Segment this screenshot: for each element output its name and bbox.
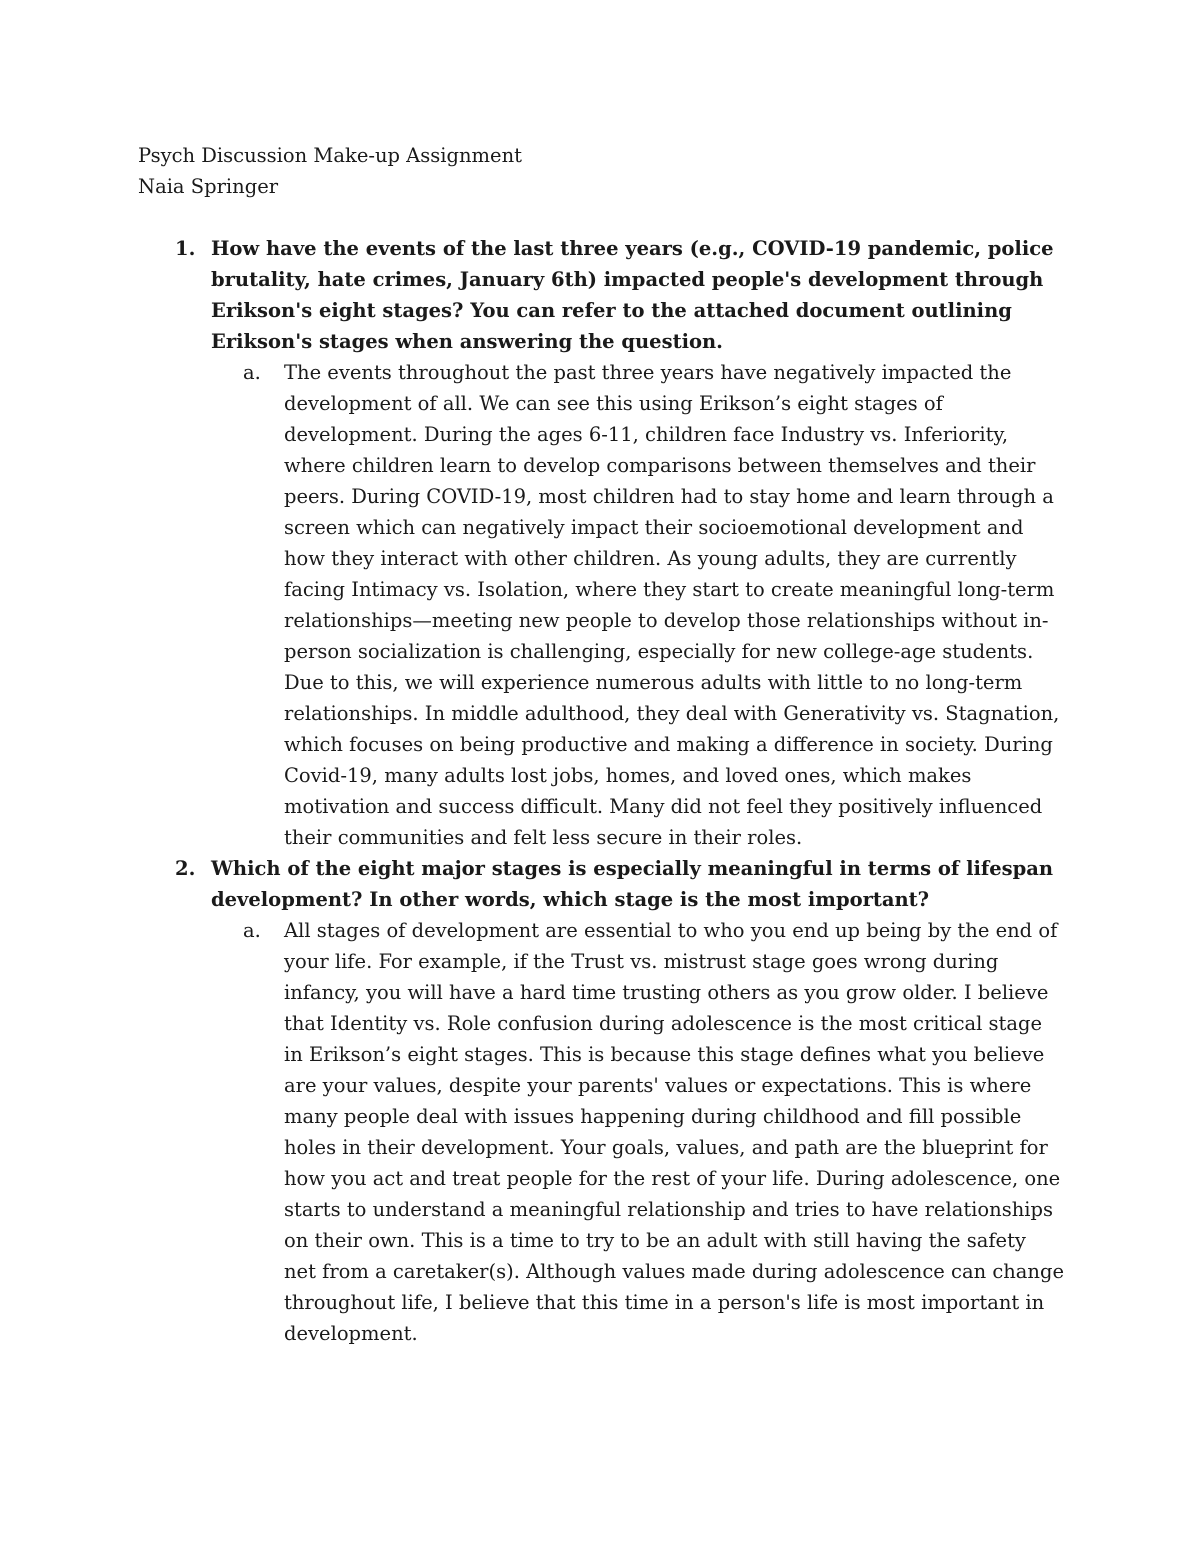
answer-text: The events throughout the past three years have negatively impacted the development of all. We can see this using Erikson’s eight stages of development. During the ages 6-11, children face Industry vs. Inferiority, where children learn to develop comparisons between themselves and their peers. During COVID-19, most children had to stay home and learn through a screen which can negatively impact their socioemotional development and how they interact with other children. As young adults, they are currently facing Intimacy vs. Isolation, where they start to create meaningful long-term relationships—meeting new people to develop those relationships without in-person socialization is challenging, especially for new college-age students. Due to this, we will experience numerous adults with little to no long-term relationships. In middle adulthood, they deal with Generativity vs. Stagnation, which focuses on being productive and making a difference in society. During Covid-19, many adults lost jobs, homes, and loved ones, which makes motivation and success difficult. Many did not feel they positively influenced their communities and felt less secure in their roles. bbox=[284, 361, 1060, 849]
question-item-1 bbox=[138, 233, 1068, 853]
answer-letter: a. bbox=[243, 919, 261, 942]
question-list bbox=[138, 233, 1068, 1349]
document-title: Psych Discussion Make-up Assignment bbox=[138, 144, 522, 167]
document-body bbox=[138, 140, 1068, 1349]
question-number: 1. bbox=[175, 237, 196, 260]
question-text: How have the events of the last three years (e.g., COVID-19 pandemic, police brutality, hate crimes, January 6th) impacted people's development through Erikson's eight stages? You can refer to the attached document outlining Erikson's stages when answering the question. bbox=[211, 237, 1054, 353]
answer-text: All stages of development are essential to who you end up being by the end of your life. For example, if the Trust vs. mistrust stage goes wrong during infancy, you will have a hard time trusting others as you grow older. I believe that Identity vs. Role confusion during adolescence is the most critical stage in Erikson’s eight stages. This is because this stage defines what you believe are your values, despite your parents' values or expectations. This is where many people deal with issues happening during childhood and fill possible holes in their development. Your goals, values, and path are the blueprint for how you act and treat people for the rest of your life. During adolescence, one starts to understand a meaningful relationship and tries to have relationships on their own. This is a time to try to be an adult with still having the safety net from a caretaker(s). Although values made during adolescence can change throughout life, I believe that this time in a person's life is most important in development. bbox=[284, 919, 1065, 1345]
blank-line bbox=[138, 202, 1068, 233]
author-name: Naia Springer bbox=[138, 175, 279, 198]
answer-item bbox=[211, 357, 1068, 853]
answer-letter: a. bbox=[243, 361, 261, 384]
question-number: 2. bbox=[175, 857, 196, 880]
question-text: Which of the eight major stages is especially meaningful in terms of lifespan development? In other words, which stage is the most important? bbox=[211, 857, 1054, 911]
question-item-2 bbox=[138, 853, 1068, 1349]
answer-item bbox=[211, 915, 1068, 1349]
